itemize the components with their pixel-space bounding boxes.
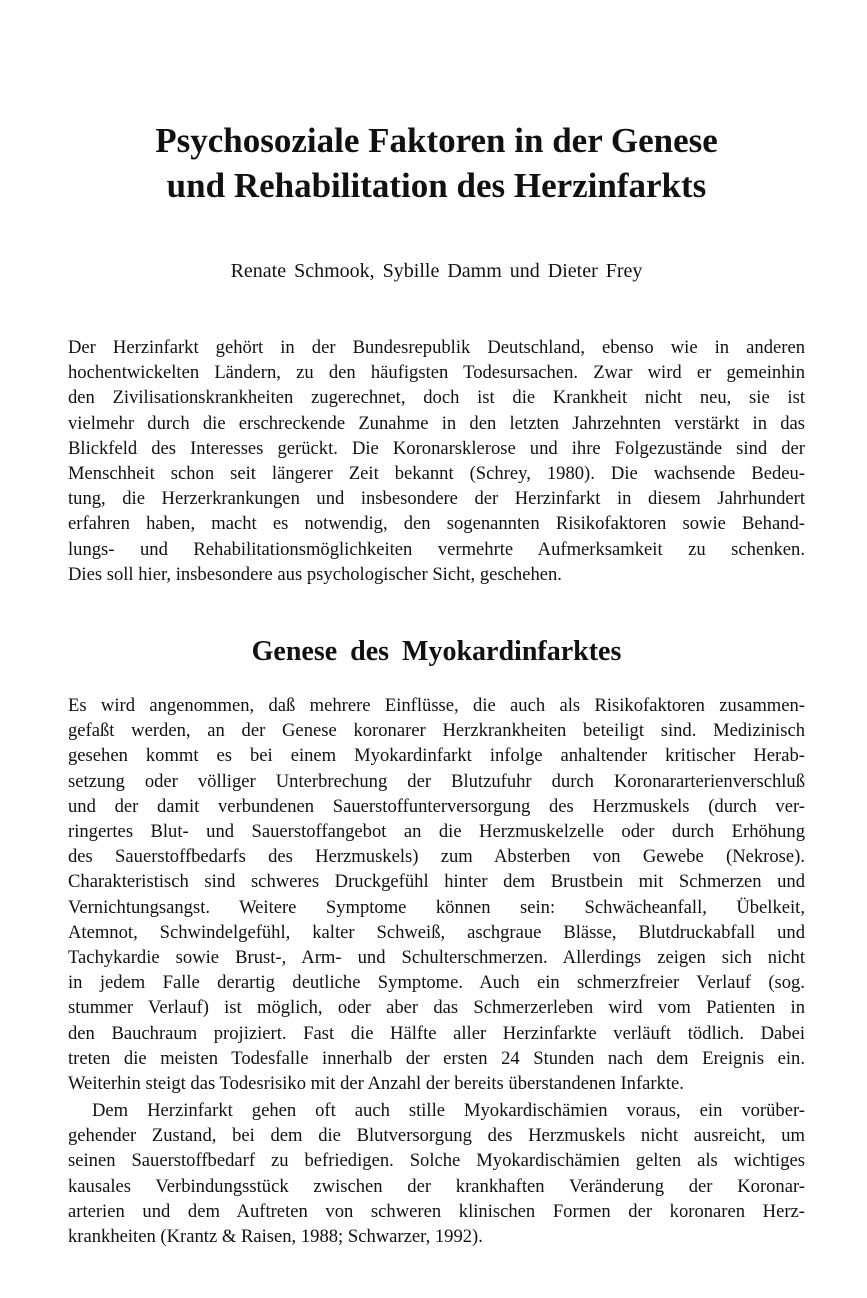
- body-line: Weiterhin steigt das Todesrisiko mit der Anzahl der bereits überstandenen Infarkte.: [68, 1073, 684, 1095]
- body-line: setzung oder völliger Unterbrechung der Blutzufuhr durch Koronararterienverschluß: [68, 770, 805, 792]
- body-line: Es wird angenommen, daß mehrere Einflüsse, die auch als Risikofaktoren zusammen-: [68, 695, 805, 716]
- body-line: Tachykardie sowie Brust-, Arm- und Schulterschmerzen. Allerdings zeigen sich nicht: [68, 947, 805, 969]
- body-line: gesehen kommt es bei einem Myokardinfarkt infolge anhaltender kritischer Herab-: [68, 745, 805, 767]
- body-line: stummer Verlauf) ist möglich, oder aber das Schmerzerleben wird vom Patienten in: [68, 997, 805, 1019]
- title-line-1: Psychosoziale Faktoren in der Genese: [155, 121, 718, 160]
- intro-line: lungs- und Rehabilitationsmöglichkeiten vermehrte Aufmerksamkeit zu schenken.: [68, 538, 805, 560]
- intro-line: erfahren haben, macht es notwendig, den sogenannten Risikofaktoren sowie Behand-: [68, 513, 805, 535]
- author-list: Renate Schmook, Sybille Damm und Dieter Frey: [230, 260, 643, 282]
- paper-title: [68, 118, 805, 208]
- body-line: kausales Verbindungsstück zwischen der krankhaften Veränderung der Koronar-: [68, 1175, 805, 1197]
- section-heading: Genese des Myokardinfarktes: [251, 636, 622, 667]
- body-paragraph-2: [68, 1098, 805, 1249]
- body-line: und der damit verbundenen Sauerstoffunterversorgung des Herzmuskels (durch ver-: [68, 795, 805, 817]
- body-line: des Sauerstoffbedarfs des Herzmuskels) zum Absterben von Gewebe (Nekrose).: [68, 846, 805, 868]
- intro-line: Menschheit schon seit längerer Zeit bekannt (Schrey, 1980). Die wachsende Bedeu-: [68, 463, 805, 485]
- body-line: krankheiten (Krantz & Raisen, 1988; Schwarzer, 1992).: [68, 1226, 483, 1248]
- intro-line: Blickfeld des Interesses gerückt. Die Koronarsklerose und ihre Folgezustände sind der: [68, 437, 805, 459]
- title-line-2: und Rehabilitation des Herzinfarkts: [166, 166, 707, 205]
- body-line: den Bauchraum projiziert. Fast die Hälfte aller Herzinfarkte verläuft tödlich. Dabei: [68, 1022, 805, 1044]
- intro-line: tung, die Herzerkrankungen und insbesondere der Herzinfarkt in diesem Jahrhundert: [68, 488, 805, 510]
- body-line: in jedem Falle derartig deutliche Symptome. Auch ein schmerzfreier Verlauf (sog.: [68, 972, 805, 994]
- body-line: seinen Sauerstoffbedarf zu befriedigen. Solche Myokardischämien gelten als wichtiges: [68, 1150, 805, 1172]
- intro-paragraph: [68, 335, 805, 587]
- body-line: Atemnot, Schwindelgefühl, kalter Schweiß, aschgraue Blässe, Blutdruckabfall und: [68, 921, 805, 943]
- body-line: arterien und dem Auftreten von schweren klinischen Formen der koronaren Herz-: [68, 1200, 805, 1222]
- body-line: gehender Zustand, bei dem die Blutversorgung des Herzmuskels nicht ausreicht, um: [68, 1125, 805, 1147]
- intro-line: Der Herzinfarkt gehört in der Bundesrepublik Deutschland, ebenso wie in anderen: [68, 337, 805, 358]
- intro-line: den Zivilisationskrankheiten zugerechnet, doch ist die Krankheit nicht neu, sie ist: [68, 387, 805, 409]
- intro-line: Dies soll hier, insbesondere aus psychologischer Sicht, geschehen.: [68, 563, 562, 585]
- body-line: ringertes Blut- und Sauerstoffangebot an die Herzmuskelzelle oder durch Erhöhung: [68, 821, 805, 843]
- body-line: treten die meisten Todesfalle innerhalb der ersten 24 Stunden nach dem Ereignis ein.: [68, 1047, 805, 1069]
- body-line: gefaßt werden, an der Genese koronarer Herzkrankheiten beteiligt sind. Medizinisch: [68, 720, 805, 742]
- body-line: Vernichtungsangst. Weitere Symptome können sein: Schwächeanfall, Übelkeit,: [68, 896, 805, 918]
- body-line: Charakteristisch sind schweres Druckgefühl hinter dem Brustbein mit Schmerzen und: [68, 871, 805, 893]
- body-line: Dem Herzinfarkt gehen oft auch stille Myokardischämien voraus, ein vorüber-: [92, 1100, 805, 1121]
- intro-line: hochentwickelten Ländern, zu den häufigsten Todesursachen. Zwar wird er gemeinhin: [68, 362, 805, 384]
- body-paragraph-1: [68, 693, 805, 1096]
- intro-line: vielmehr durch die erschreckende Zunahme in den letzten Jahrzehnten verstärkt in das: [68, 412, 805, 434]
